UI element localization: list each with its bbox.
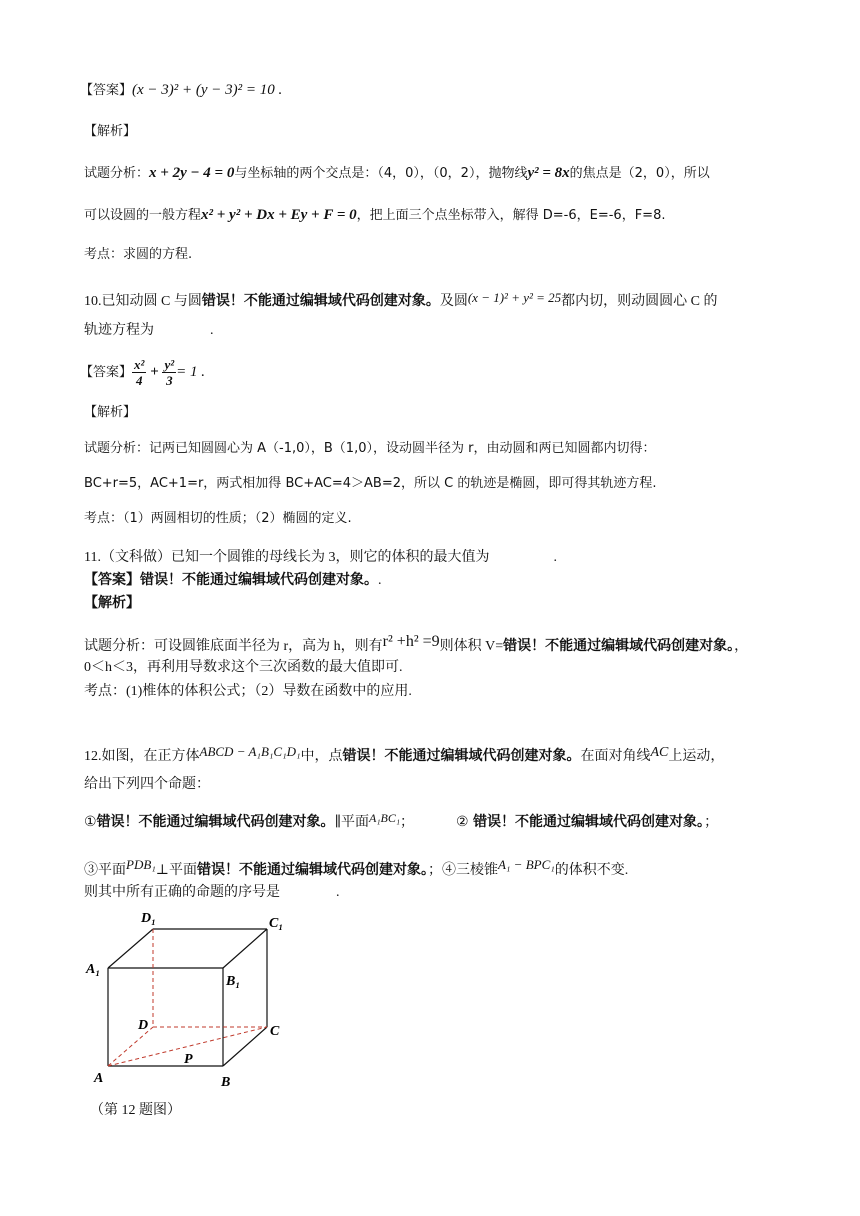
q10-answer-line: 【答案】 $\frac{\text{x²}}{4}$ + $\frac{\text{y²}}{3}$ = 1 . — [80, 356, 206, 388]
error-placeholder: 错误！不能通过编辑域代码创建对象。 — [96, 815, 335, 830]
q10-analysis-line-2: BC+r=5，AC+1=r，两式相加得 BC+AC=4＞AB=2，所以 C 的轨迹是椭圆，即可得其轨迹方程. — [84, 476, 657, 491]
answer-expression: (x − 3)² + (y − 3)² = 10 . — [132, 82, 283, 98]
error-placeholder: 错误！不能通过编辑域代码创建对象。 — [503, 639, 735, 654]
q12-ask: 则其中所有正确的命题的序号是 . — [84, 885, 340, 900]
q11-analysis-line-2: 0＜h＜3，再利用导数求这个三次函数的最大值即可. — [84, 660, 403, 675]
circle-equation: (x − 1)² + y² = 25 — [467, 290, 562, 305]
q10-stem-line-2: 轨迹方程为 . — [84, 323, 214, 338]
line-equation: x + 2y − 4 = 0 — [149, 165, 235, 181]
plane-pdb1: PDB₁ — [126, 857, 156, 872]
label-c: C — [270, 1024, 280, 1039]
kaodian-10: 考点：（1）两圆相切的性质；（2）椭圆的定义. — [84, 511, 352, 526]
label-a: A — [94, 1071, 104, 1086]
kaodian-9: 考点：求圆的方程. — [84, 247, 193, 262]
pyramid-a1-bpc1: A₁ − BPC₁ — [497, 857, 555, 872]
q10-analysis-line-1: 试题分析：记两已知圆圆心为 A（-1,0），B（1,0），设动圆半径为 r，由动圆和两已知圆都内切得： — [84, 441, 656, 456]
fraction-x: $\frac{\text{x²}}{4}$ — [134, 356, 145, 388]
answer-label: 【答案】 — [80, 83, 133, 98]
edge-a1d1 — [108, 929, 153, 968]
q12-propositions-3-4: ③平面PDB₁⊥平面错误！不能通过编辑域代码创建对象。；④三棱锥A₁ − BPC₁的体积不变. — [84, 857, 629, 878]
cube-name: ABCD − A₁B₁C₁D₁ — [199, 744, 301, 759]
analysis-line-1: 试题分析：x + 2y − 4 = 0与坐标轴的两个交点是：（4，0），（0，2），抛物线y² = 8x的焦点是（2，0），所以 — [84, 165, 710, 181]
parabola-equation: y² = 8x — [527, 165, 570, 181]
q11-analysis-label: 【解析】 — [84, 596, 140, 611]
error-placeholder: 错误！不能通过编辑域代码创建对象。 — [140, 573, 378, 588]
error-placeholder: 错误！不能通过编辑域代码创建对象。 — [342, 749, 581, 764]
label-b1: B₁ — [226, 974, 241, 989]
q12-stem-line-2: 给出下列四个命题： — [84, 777, 210, 792]
figure-caption: （第 12 题图） — [90, 1103, 181, 1118]
label-a1: A₁ — [86, 962, 101, 977]
fraction-y: $\frac{\text{y²}}{3}$ — [164, 356, 175, 388]
kaodian-11: 考点：(1)椎体的体积公式；（2）导数在函数中的应用. — [84, 684, 412, 699]
q10-stem-line-1: 10.已知动圆 C 与圆错误！不能通过编辑域代码创建对象。及圆(x − 1)² + y² = 25都内切，则动圆圆心 C 的 — [84, 290, 718, 309]
label-d: D — [138, 1018, 149, 1033]
q12-propositions-1-2: ①错误！不能通过编辑域代码创建对象。∥平面A₁BC₁； ② 错误！不能通过编辑域代码创建对象。； — [84, 811, 719, 830]
error-placeholder: 错误！不能通过编辑域代码创建对象。 — [473, 815, 705, 830]
cube-figure — [80, 905, 310, 1095]
label-c1: C₁ — [269, 916, 284, 931]
edge-b1c1 — [223, 929, 267, 968]
answer-line-9 — [80, 80, 282, 101]
circle-general-equation: x² + y² + Dx + Ey + F = 0 — [201, 207, 357, 223]
q12-stem-line-1: 12.如图，在正方体ABCD − A₁B₁C₁D₁中，点错误！不能通过编辑域代码创建对象。在面对角线AC上运动， — [84, 744, 725, 764]
q11-answer-line: 【答案】错误！不能通过编辑域代码创建对象。. — [84, 573, 382, 588]
plane-a1bc1: A₁BC₁ — [369, 811, 401, 825]
q11-stem: 11.（文科做）已知一个圆锥的母线长为 3，则它的体积的最大值为 . — [84, 550, 557, 565]
label-d1: D₁ — [141, 911, 156, 926]
label-p: P — [184, 1052, 193, 1067]
error-placeholder: 错误！不能通过编辑域代码创建对象。 — [196, 863, 428, 878]
analysis-label: 【解析】 — [84, 124, 137, 139]
q10-analysis-label: 【解析】 — [84, 405, 137, 420]
error-placeholder: 错误！不能通过编辑域代码创建对象。 — [201, 294, 440, 309]
diagonal-ac: AC — [650, 745, 669, 760]
cone-relation: r² +h² =9 — [382, 633, 440, 650]
q11-analysis-line-1: 试题分析：可设圆锥底面半径为 r，高为 h，则有r² +h² =9则体积 V=错误！不能通过编辑域代码创建对象。， — [84, 633, 749, 654]
analysis-line-2: 可以设圆的一般方程x² + y² + Dx + Ey + F = 0，把上面三个点坐标带入，解得 D=-6，E=-6，F=8. — [84, 207, 666, 223]
label-b: B — [221, 1075, 231, 1090]
